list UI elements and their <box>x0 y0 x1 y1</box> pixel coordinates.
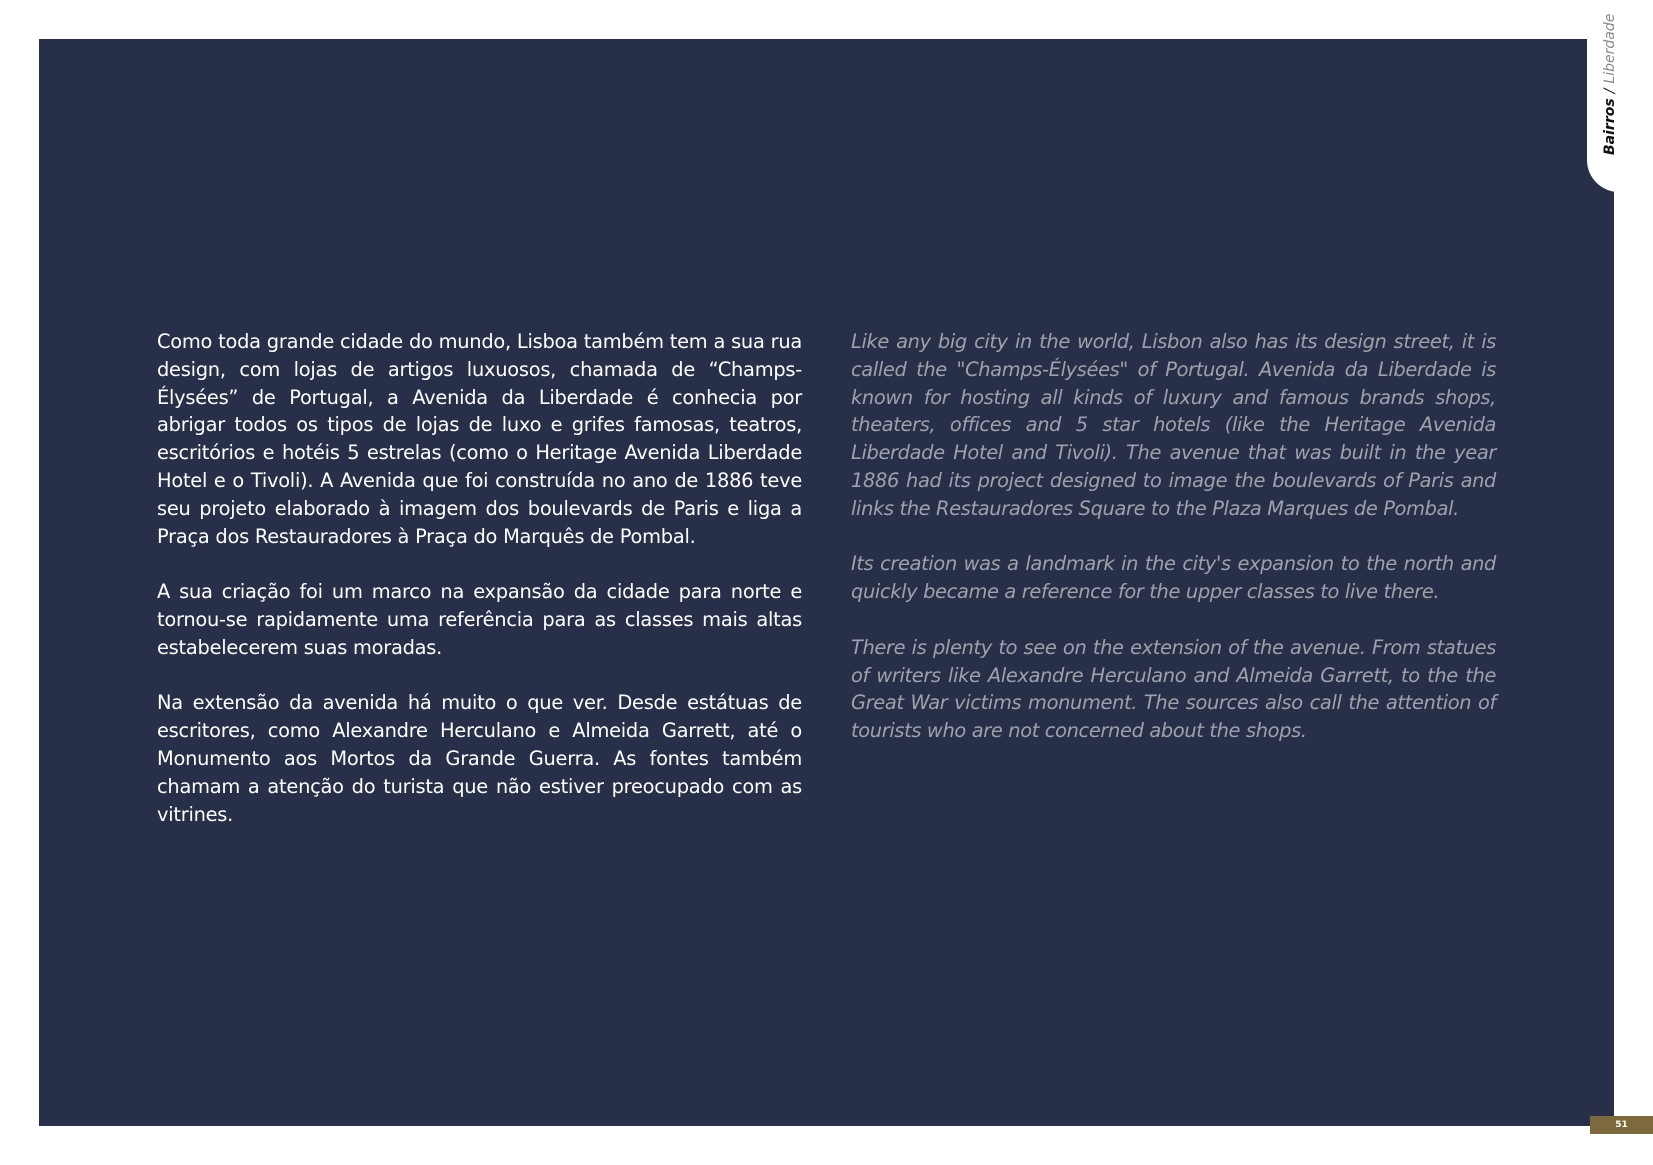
english-paragraph: Its creation was a landmark in the city's expansion to the north and quickly became a reference for the upper classes to live there. <box>851 552 1496 604</box>
english-column <box>851 328 1496 773</box>
section-tab <box>1587 0 1653 192</box>
portuguese-paragraph: Na extensão da avenida há muito o que ver. Desde estátuas de escritores, como Alexandre Herculano e Almeida Garrett, até o Monumento aos Mortos da Grande Guerra. As fontes também chamam a atenção do turista que não estiver preocupado com as vitrines. <box>157 691 802 826</box>
subsection-label: Liberdade <box>1602 13 1618 84</box>
portuguese-paragraph: Como toda grande cidade do mundo, Lisboa também tem a sua rua design, com lojas de artigos luxuosos, chamada de “Champs-Élysées” de Portugal, a Avenida da Liberdade é conhecia por abrigar todos os tipos de lojas de luxo e grifes famosas, teatros, escritórios e hotéis 5 estrelas (como o Heritage Avenida Liberdade Hotel e o Tivoli). A Avenida que foi construída no ano de 1886 teve seu projeto elaborado à imagem dos boulevards de Paris e liga a Praça dos Restauradores à Praça do Marquês de Pombal. <box>157 330 802 548</box>
portuguese-paragraph: A sua criação foi um marco na expansão da cidade para norte e tornou-se rapidamente uma referência para as classes mais altas estabelecerem suas moradas. <box>157 580 802 659</box>
portuguese-column <box>157 328 802 856</box>
breadcrumb-separator: / <box>1602 88 1618 94</box>
page-number: 51 <box>1590 1116 1653 1134</box>
english-paragraph: There is plenty to see on the extension of the avenue. From statues of writers like Alexandre Herculano and Almeida Garrett, to the the Great War victims monument. The sources also call the attention of tourists who are not concerned about the shops. <box>851 635 1496 743</box>
section-breadcrumb <box>1600 14 1620 155</box>
english-paragraph: Like any big city in the world, Lisbon also has its design street, it is called the "Champs-Élysées" of Portugal. Avenida da Liberdade is known for hosting all kinds of luxury and famous brands shops, theaters, offices and 5 star hotels (like the Heritage Avenida Liberdade Hotel and Tivoli). The avenue that was built in the year 1886 had its project designed to image the boulevards of Paris and links the Restauradores Square to the Plaza Marques de Pombal. <box>851 330 1496 520</box>
section-label: Bairros <box>1602 98 1618 155</box>
